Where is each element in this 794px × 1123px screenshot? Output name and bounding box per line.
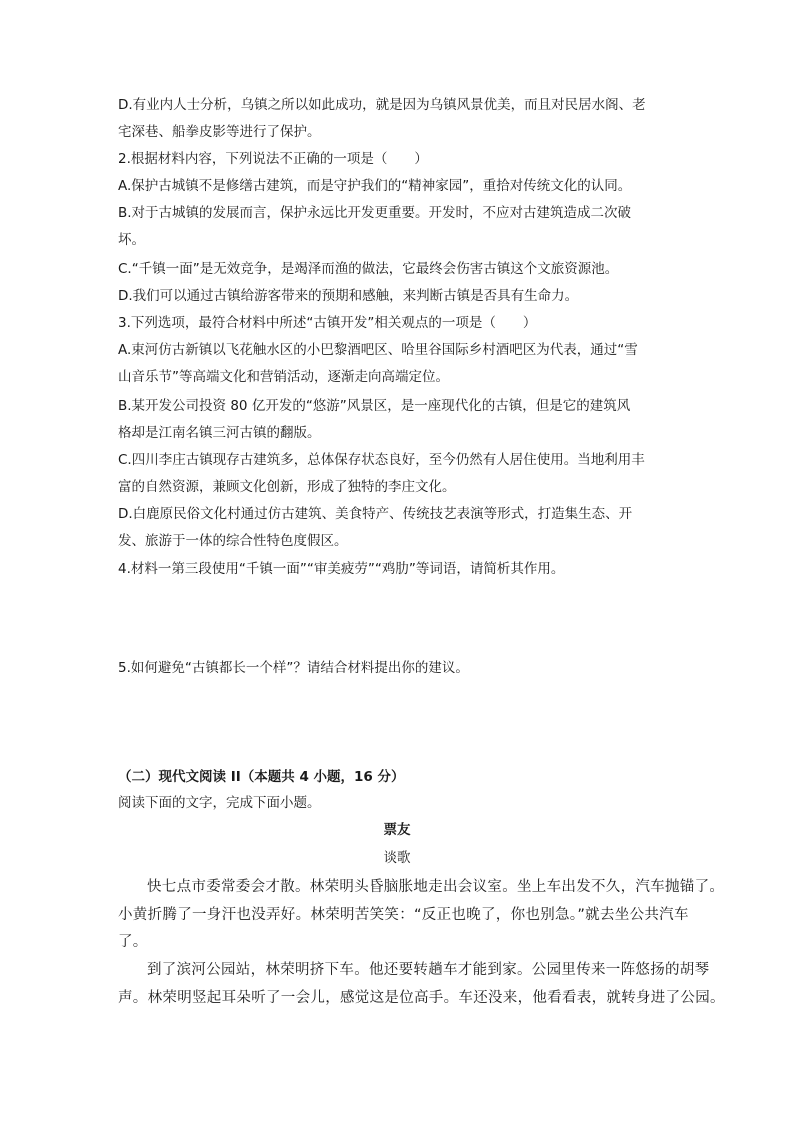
- story-title: 票友: [383, 822, 411, 838]
- q2-option-b-line-2: 坏。: [118, 232, 145, 248]
- story-paragraph-1-line-3: 了。: [118, 934, 148, 950]
- section-heading: （二）现代文阅读 II（本题共 4 小题，16 分）: [118, 769, 405, 785]
- q3-option-b-line-2: 格却是江南名镇三河古镇的翻版。: [118, 425, 321, 441]
- q3-option-b-line-1: B.某开发公司投资 80 亿开发的“悠游”风景区，是一座现代化的古镇，但是它的建筑风: [118, 398, 631, 414]
- option-d-line-1: D.有业内人士分析，乌镇之所以如此成功，就是因为乌镇风景优美，而且对民居水阁、老: [118, 97, 646, 113]
- question-2: 2.根据材料内容，下列说法不正确的一项是（ ）: [118, 151, 428, 167]
- q3-option-d-line-1: D.白鹿原民俗文化村通过仿古建筑、美食特产、传统技艺表演等形式，打造集生态、开: [118, 506, 633, 522]
- q3-option-c-line-1: C.四川李庄古镇现存古建筑多，总体保存状态良好，至今仍然有人居住使用。当地利用丰: [118, 452, 645, 468]
- question-3: 3.下列选项，最符合材料中所述“古镇开发”相关观点的一项是（ ）: [118, 315, 537, 331]
- section-instruction: 阅读下面的文字，完成下面小题。: [118, 795, 321, 811]
- q2-option-d: D.我们可以通过古镇给游客带来的预期和感触，来判断古镇是否具有生命力。: [118, 288, 579, 304]
- option-d-line-2: 宅深巷、船拳皮影等进行了保护。: [118, 124, 321, 140]
- question-5: 5.如何避免“古镇都长一个样”？请结合材料提出你的建议。: [118, 660, 469, 676]
- story-paragraph-1-line-2: 小黄折腾了一身汗也没弄好。林荣明苦笑笑：“反正也晚了，你也别急。”就去坐公共汽车: [118, 907, 689, 923]
- q2-option-a: A.保护古城镇不是修缮古建筑，而是守护我们的“精神家园”，重拾对传统文化的认同。: [118, 178, 632, 194]
- q3-option-d-line-2: 发、旅游于一体的综合性特色度假区。: [118, 533, 348, 549]
- q2-option-b-line-1: B.对于古城镇的发展而言，保护永远比开发更重要。开发时，不应对古建筑造成二次破: [118, 205, 632, 221]
- story-paragraph-2-line-2: 声。林荣明竖起耳朵听了一会儿，感觉这是位高手。车还没来，他看看表，就转身进了公园。: [118, 990, 725, 1006]
- question-4: 4.材料一第三段使用“千镇一面”“审美疲劳”“鸡肋”等词语，请简析其作用。: [118, 561, 565, 577]
- q2-option-c: C.“千镇一面”是无效竞争，是竭泽而渔的做法，它最终会伤害古镇这个文旅资源池。: [118, 261, 619, 277]
- q3-option-a-line-1: A.束河仿古新镇以飞花触水区的小巴黎酒吧区、哈里谷国际乡村酒吧区为代表，通过“雪: [118, 342, 638, 358]
- q3-option-c-line-2: 富的自然资源，兼顾文化创新，形成了独特的李庄文化。: [118, 479, 456, 495]
- story-paragraph-2-line-1: 到了滨河公园站，林荣明挤下车。他还要转趟车才能到家。公园里传来一阵悠扬的胡琴: [147, 962, 710, 978]
- q3-option-a-line-2: 山音乐节”等高端文化和营销活动，逐渐走向高端定位。: [118, 369, 449, 385]
- story-author: 谈歌: [383, 850, 411, 866]
- story-paragraph-1-line-1: 快七点市委常委会才散。林荣明头昏脑胀地走出会议室。坐上车出发不久，汽车抛锚了。: [147, 879, 725, 895]
